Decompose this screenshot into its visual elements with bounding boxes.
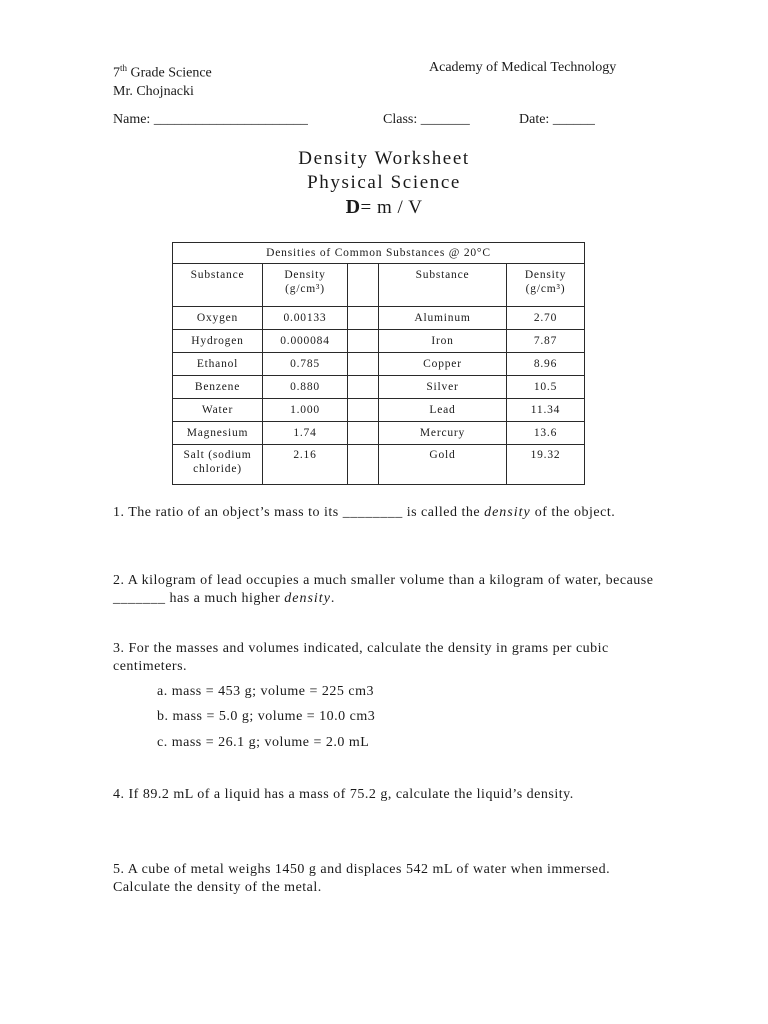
table-header-row [173, 264, 585, 307]
col-substance-right: Substance [379, 264, 507, 307]
grade-rest: Grade Science [127, 65, 212, 81]
grade-number: 7 [113, 65, 120, 81]
school-name: Academy of Medical Technology [429, 60, 617, 75]
density-table [172, 242, 585, 485]
form-line [113, 112, 653, 128]
question-4: 4. If 89.2 mL of a liquid has a mass of 75.2 g, calculate the liquid’s density. [113, 787, 574, 802]
table-caption: Densities of Common Substances @ 20°C [173, 243, 585, 264]
table-row: Water 1.000 Lead 11.34 [173, 399, 585, 422]
table-row: Ethanol 0.785 Copper 8.96 [173, 353, 585, 376]
question-3a: a. mass = 453 g; volume = 225 cm3 [157, 684, 374, 699]
question-5: 5. A cube of metal weighs 1450 g and displaces 542 mL of water when immersed. Calculate the density of the metal. [113, 862, 611, 895]
density-formula [0, 195, 768, 220]
grade-label [113, 59, 212, 83]
table-row: Oxygen 0.00133 Aluminum 2.70 [173, 307, 585, 330]
name-field[interactable]: Name: ______________________ [113, 112, 308, 127]
title-block [0, 147, 768, 220]
date-field[interactable]: Date: ______ [519, 112, 595, 127]
formula-rest: = m / V [360, 197, 423, 218]
formula-d: D [345, 196, 361, 218]
table-row: Salt (sodium chloride) 2.16 Gold 19.32 [173, 445, 585, 485]
page-subtitle: Physical Science [307, 172, 461, 193]
table-gap [348, 264, 379, 307]
question-3b: b. mass = 5.0 g; volume = 10.0 cm3 [157, 709, 376, 724]
grade-suffix: th [120, 63, 128, 73]
col-density-left: Density (g/cm³) [263, 264, 348, 307]
table-row: Hydrogen 0.000084 Iron 7.87 [173, 330, 585, 353]
teacher-name: Mr. Chojnacki [113, 83, 194, 99]
col-substance-left: Substance [173, 264, 263, 307]
question-3: 3. For the masses and volumes indicated, calculate the density in grams per cubic centimeters. [113, 641, 609, 674]
table-row: Benzene 0.880 Silver 10.5 [173, 376, 585, 399]
class-field[interactable]: Class: _______ [383, 112, 470, 127]
question-3c: c. mass = 26.1 g; volume = 2.0 mL [157, 735, 370, 750]
question-1: 1. The ratio of an object’s mass to its ________ is called the density of the object. [113, 505, 616, 520]
question-2: 2. A kilogram of lead occupies a much smaller volume than a kilogram of water, because _______ has a much higher density. [113, 573, 654, 606]
col-density-right: Density (g/cm³) [507, 264, 585, 307]
table-row: Magnesium 1.74 Mercury 13.6 [173, 422, 585, 445]
header-left [113, 59, 212, 101]
page-title: Density Worksheet [298, 148, 470, 169]
